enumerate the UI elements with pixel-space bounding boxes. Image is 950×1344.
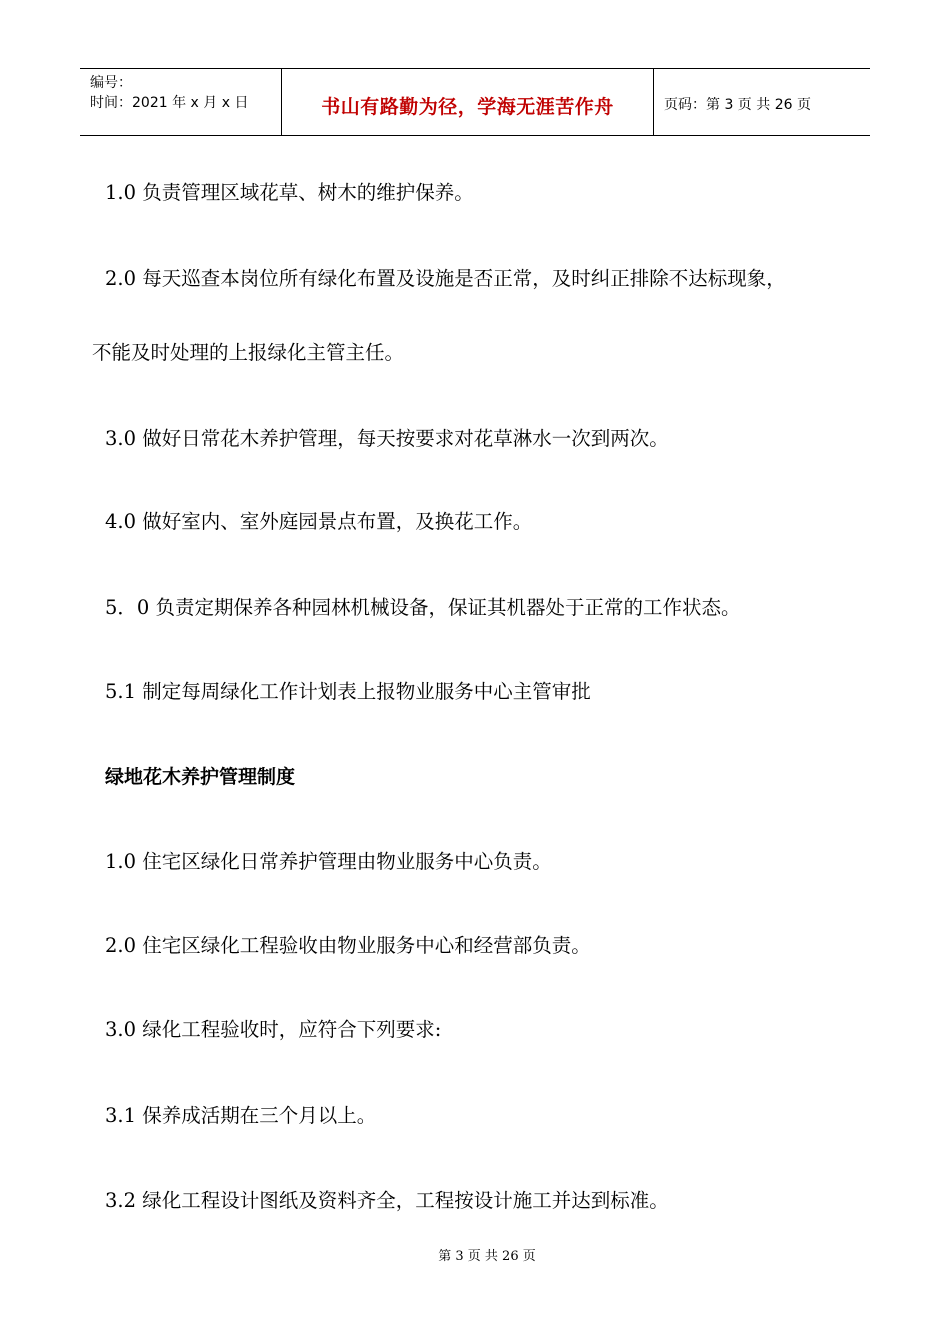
paragraph-rule-1: 1.0 住宅区绿化日常养护管理由物业服务中心负责。: [105, 850, 552, 873]
paragraph-duty-5: 5．0 负责定期保养各种园林机械设备，保证其机器处于正常的工作状态。: [105, 596, 741, 619]
page-footer: [0, 1245, 950, 1264]
header-motto-cell: [282, 69, 654, 135]
header-page-cell: [654, 69, 870, 135]
paragraph-rule-2: 2.0 住宅区绿化工程验收由物业服务中心和经营部负责。: [105, 934, 591, 957]
header-meta-cell: [80, 69, 282, 135]
paragraph-rule-3-1: 3.1 保养成活期在三个月以上。: [105, 1104, 377, 1127]
document-header: [80, 68, 870, 136]
paragraph-duty-1: 1.0 负责管理区域花草、树木的维护保养。: [105, 181, 474, 204]
paragraph-rule-3-2: 3.2 绿化工程设计图纸及资料齐全，工程按设计施工并达到标准。: [105, 1189, 669, 1212]
paragraph-duty-2: 2.0 每天巡查本岗位所有绿化布置及设施是否正常，及时纠正排除不达标现象，: [105, 267, 786, 290]
section-heading: 绿地花木养护管理制度: [105, 766, 296, 788]
paragraph-rule-3: 3.0 绿化工程验收时，应符合下列要求:: [105, 1018, 442, 1041]
footer-page-number: 第 3 页 共 26 页: [438, 1249, 536, 1264]
header-motto: 书山有路勤为径，学海无涯苦作舟: [321, 95, 614, 118]
paragraph-duty-4: 4.0 做好室内、室外庭园景点布置，及换花工作。: [105, 510, 533, 533]
paragraph-duty-5-1: 5.1 制定每周绿化工作计划表上报物业服务中心主管审批: [105, 680, 591, 703]
document-number-label: 编号：: [90, 75, 132, 91]
paragraph-duty-3: 3.0 做好日常花木养护管理，每天按要求对花草淋水一次到两次。: [105, 427, 669, 450]
paragraph-duty-2-continued: 不能及时处理的上报绿化主管主任。: [92, 341, 405, 364]
header-page-label: 页码：第 3 页 共 26 页: [664, 97, 811, 113]
document-time-label: 时间：2021 年 x 月 x 日: [90, 95, 249, 111]
